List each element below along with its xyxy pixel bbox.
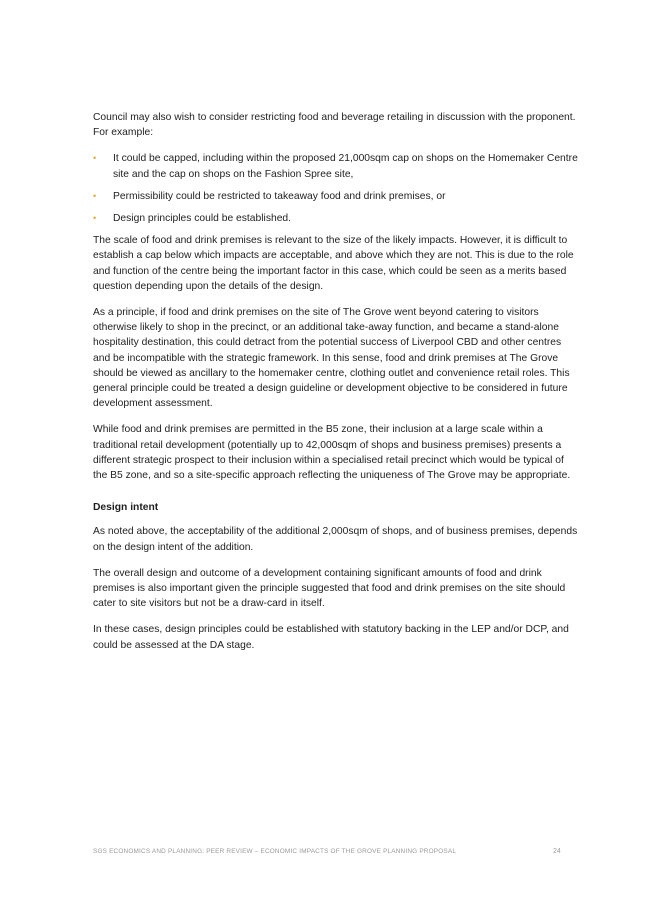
page-footer: SGS ECONOMICS AND PLANNING: PEER REVIEW – ECONOMIC IMPACTS OF THE GROVE PLANNING PROPOSAL xyxy=(93,848,457,855)
page-number: 24 xyxy=(553,848,561,855)
bullet-icon: • xyxy=(93,190,97,201)
section-heading-design-intent: Design intent xyxy=(93,502,159,514)
list-item xyxy=(93,211,579,226)
bullet-icon: • xyxy=(93,153,97,164)
design-intent-paragraph: In these cases, design principles could be established with statutory backing in the LEP and/or DCP, and could be assessed at the DA stage. xyxy=(93,624,569,651)
list-item xyxy=(93,189,579,204)
design-intent-paragraph: The overall design and outcome of a development containing significant amounts of food and drink premises is also important given the principle suggested that food and drink premises on the site should cater to site visitors but not be a draw-card in itself. xyxy=(93,567,566,610)
list-item-text: Permissibility could be restricted to takeaway food and drink premises, or xyxy=(113,190,446,202)
list-item-text: It could be capped, including within the proposed 21,000sqm cap on shops on the Homemaker Centre site and the cap on shops on the Fashion Spree site, xyxy=(113,153,578,180)
list-item xyxy=(93,151,579,181)
body-paragraph-b5-zone: While food and drink premises are permitted in the B5 zone, their inclusion at a large scale within a traditional retail development (potentially up to 42,000sqm of shops and business premises) presents a different strategic prospect to their inclusion within a specialised retail precinct which would be typical of the B5 zone, and so a site-specific approach reflecting the uniqueness of The Grove may be appropriate. xyxy=(93,424,571,482)
options-list xyxy=(93,151,579,226)
page-content xyxy=(93,110,579,664)
intro-paragraph: Council may also wish to consider restricting food and beverage retailing in discussion with the proponent. For example: xyxy=(93,112,576,139)
body-paragraph-scale: The scale of food and drink premises is relevant to the size of the likely impacts. However, it is difficult to establish a cap below which impacts are acceptable, and above which they are not. This is due to the role and function of the centre being the important factor in this case, which could be seen as a merits based question depending upon the details of the design. xyxy=(93,235,574,292)
bullet-icon: • xyxy=(93,213,97,224)
body-paragraph-principle: As a principle, if food and drink premises on the site of The Grove went beyond catering to visitors otherwise likely to shop in the precinct, or an additional take-away function, and became a stand-alone hospitality destination, this could detract from the potential success of Liverpool CBD and other centres and be incompatible with the strategic framework. In this sense, food and drink premises at The Grove should be viewed as ancillary to the homemaker centre, clothing outlet and convenience retail roles. This general principle could be treated a design guideline or development objective to be considered in future development assessment. xyxy=(93,307,570,410)
list-item-text: Design principles could be established. xyxy=(113,213,292,225)
design-intent-paragraph: As noted above, the acceptability of the additional 2,000sqm of shops, and of business premises, depends on the design intent of the addition. xyxy=(93,526,578,553)
